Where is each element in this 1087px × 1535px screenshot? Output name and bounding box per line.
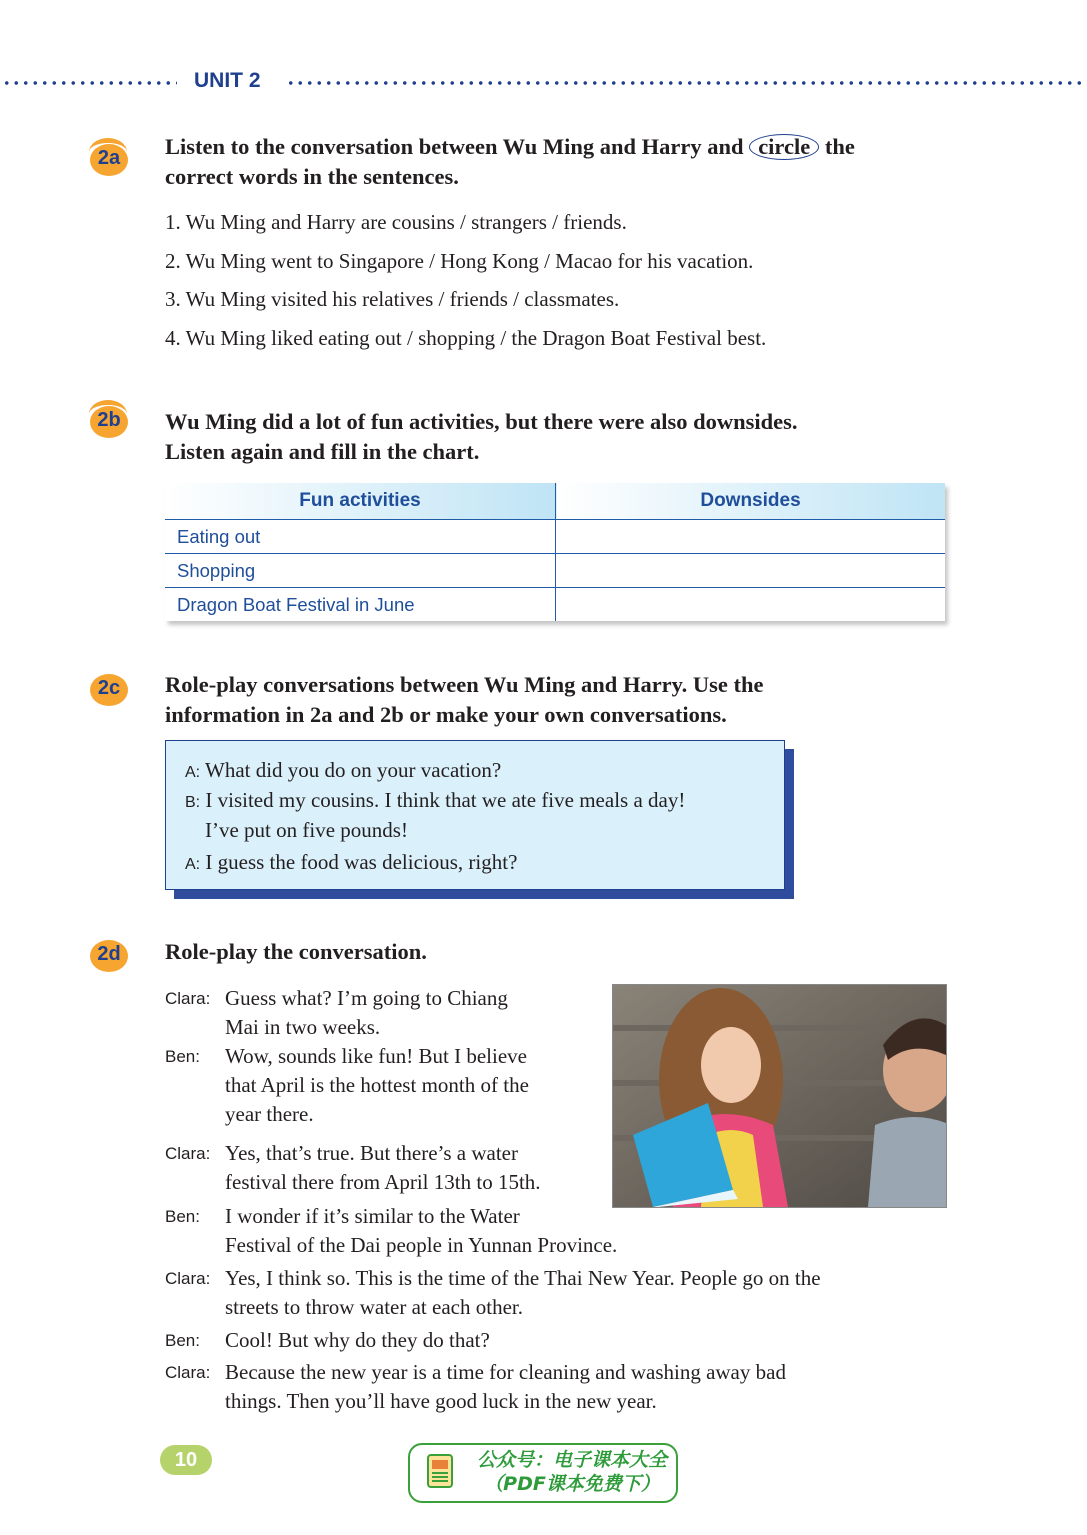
badge-label: 2b	[97, 409, 121, 431]
unit-header	[0, 64, 1087, 100]
conversation-line: Guess what? I’m going to Chiang	[225, 986, 508, 1010]
table-cell: Shopping	[165, 554, 556, 588]
badge-label: 2a	[97, 147, 121, 169]
table-cell: Dragon Boat Festival in June	[165, 588, 556, 622]
fill-in-chart	[165, 483, 945, 621]
dialog-line: I’ve put on five pounds!	[205, 818, 408, 842]
badge-2c	[86, 672, 132, 706]
conversation-line: things. Then you’ll have good luck in the new year.	[225, 1389, 657, 1413]
speaker-label: Ben:	[165, 1047, 200, 1066]
table-cell: Eating out	[165, 520, 556, 554]
list-item: 3. Wu Ming visited his relatives / friends / classmates.	[165, 287, 620, 311]
conversation-line: Yes, I think so. This is the time of the Thai New Year. People go on the	[225, 1266, 821, 1290]
speaker-label: Clara:	[165, 1363, 211, 1382]
speaker-label: B:	[185, 794, 201, 811]
speaker-label: A:	[185, 856, 201, 873]
table-row	[165, 520, 945, 554]
section-2c-heading: Role-play conversations between Wu Ming and Harry. Use the information in 2a and 2b or make your own conversations.	[165, 672, 764, 727]
conversation-line: Wow, sounds like fun! But I believe	[225, 1044, 527, 1068]
column-header: Downsides	[556, 483, 946, 520]
speaker-label: Ben:	[165, 1207, 200, 1226]
speaker-label: Clara:	[165, 989, 211, 1008]
speaker-label: Clara:	[165, 1269, 211, 1288]
speaker-label: Clara:	[165, 1144, 211, 1163]
table-header-row	[165, 483, 945, 520]
conversation-line: that April is the hottest month of the	[225, 1073, 529, 1097]
header-dots-left	[2, 80, 177, 86]
badge-2b	[86, 404, 132, 438]
stamp-text: 公众号：电子课本大全	[476, 1449, 667, 1471]
watermark-stamp	[408, 1443, 678, 1503]
unit-title: UNIT 2	[194, 69, 261, 92]
conversation-line: Festival of the Dai people in Yunnan Province.	[225, 1233, 618, 1257]
conversation-line: Because the new year is a time for cleaning and washing away bad	[225, 1360, 786, 1384]
badge-label: 2d	[97, 943, 121, 965]
list-item: 4. Wu Ming liked eating out / shopping / the Dragon Boat Festival best.	[165, 326, 767, 350]
header-dots-right	[286, 80, 1082, 86]
conversation-line: Yes, that’s true. But there’s a water	[225, 1141, 518, 1165]
speaker-label: A:	[185, 764, 201, 781]
dialog-line: B: I visited my cousins. I think that we ate five meals a day!	[185, 788, 686, 812]
speaker-label: Ben:	[165, 1331, 200, 1350]
photo-two-students-reading	[612, 984, 947, 1208]
page-number: 10	[160, 1445, 212, 1475]
table-cell-blank[interactable]	[556, 588, 946, 622]
badge-2d	[86, 938, 132, 972]
badge-2a	[86, 142, 132, 176]
stamp-text: （PDF课本免费下）	[484, 1473, 660, 1495]
table-row	[165, 588, 945, 622]
table-row	[165, 554, 945, 588]
circled-word: circle	[749, 134, 819, 160]
conversation-line: streets to throw water at each other.	[225, 1295, 523, 1319]
conversation-line: Mai in two weeks.	[225, 1015, 381, 1039]
column-header: Fun activities	[165, 483, 556, 520]
section-2a-heading: Listen to the conversation between Wu Ming and Harry and circle the correct words in the sentences.	[165, 134, 855, 189]
badge-label: 2c	[97, 677, 121, 699]
table-cell-blank[interactable]	[556, 554, 946, 588]
book-icon	[426, 1452, 456, 1490]
dialog-line: A: What did you do on your vacation?	[185, 758, 502, 782]
table-cell-blank[interactable]	[556, 520, 946, 554]
conversation-line: festival there from April 13th to 15th.	[225, 1170, 541, 1194]
list-item: 2. Wu Ming went to Singapore / Hong Kong / Macao for his vacation.	[165, 249, 754, 273]
conversation-line: Cool! But why do they do that?	[225, 1328, 490, 1352]
conversation-line: I wonder if it’s similar to the Water	[225, 1204, 520, 1228]
list-item: 1. Wu Ming and Harry are cousins / strangers / friends.	[165, 210, 627, 234]
photo-illustration	[613, 985, 946, 1207]
dialog-line: A: I guess the food was delicious, right?	[185, 850, 518, 874]
conversation-line: year there.	[225, 1102, 314, 1126]
section-2d-heading: Role-play the conversation.	[165, 939, 427, 964]
section-2b-heading: Wu Ming did a lot of fun activities, but there were also downsides. Listen again and fill in the chart.	[165, 409, 798, 464]
